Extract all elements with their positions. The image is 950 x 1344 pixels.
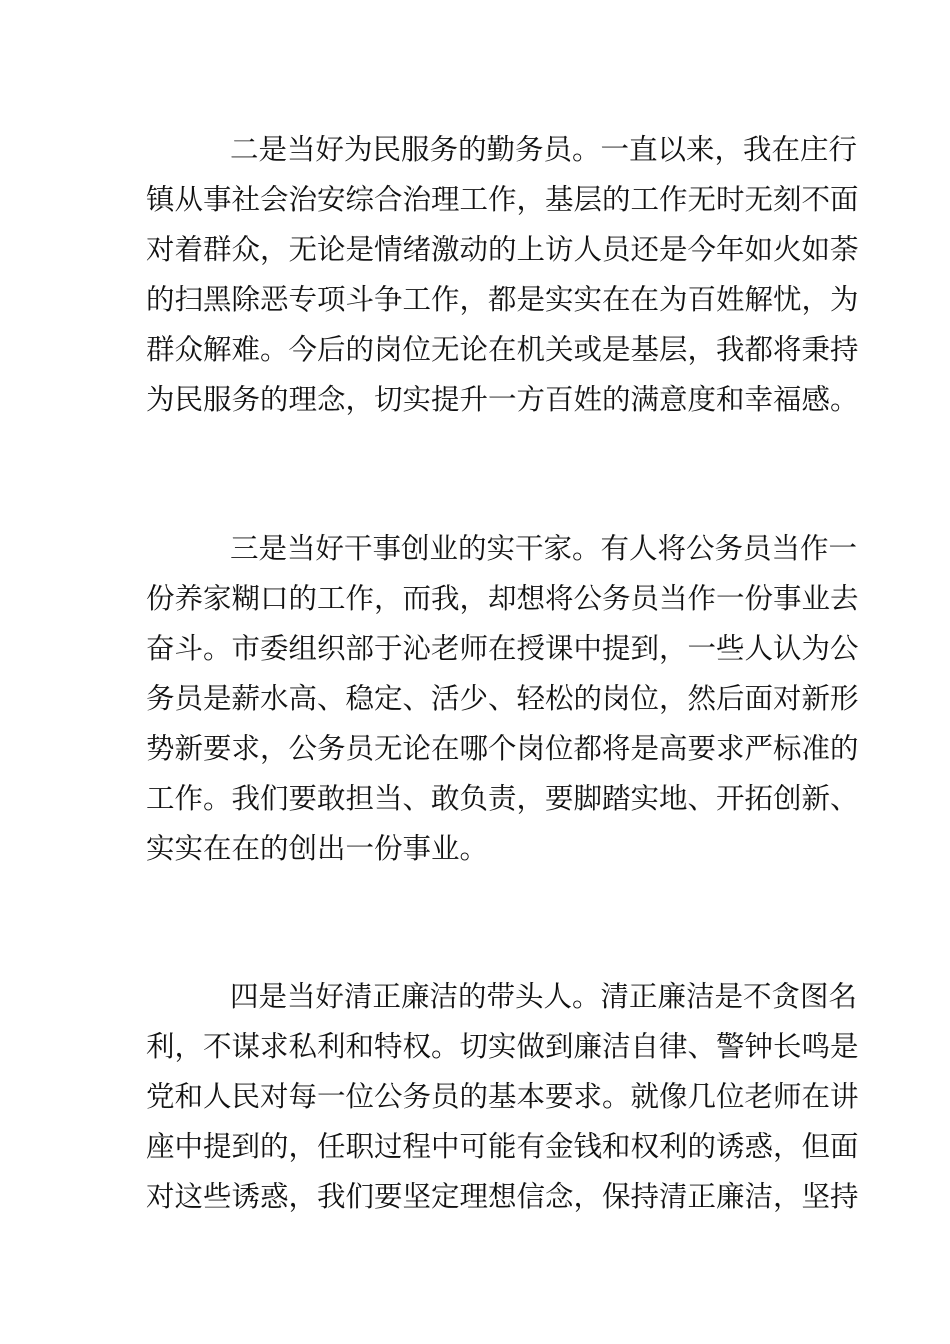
paragraph-line: 三是当好干事创业的实干家。有人将公务员当作一 xyxy=(230,532,858,565)
paragraph-line: 二是当好为民服务的勤务员。一直以来，我在庄行 xyxy=(230,133,858,166)
paragraph-line: 工作。我们要敢担当、敢负责，要脚踏实地、开拓创新、 xyxy=(146,782,859,815)
paragraph-line: 奋斗。市委组织部于沁老师在授课中提到，一些人认为公 xyxy=(146,632,859,665)
paragraph-line: 对这些诱惑，我们要坚定理想信念，保持清正廉洁，坚持 xyxy=(146,1180,859,1213)
paragraph-line: 四是当好清正廉洁的带头人。清正廉洁是不贪图名 xyxy=(230,980,858,1013)
paragraph-service xyxy=(146,125,859,425)
paragraph-line: 势新要求，公务员无论在哪个岗位都将是高要求严标准的 xyxy=(146,732,859,765)
paragraph-line: 务员是薪水高、稳定、活少、轻松的岗位，然后面对新形 xyxy=(146,682,859,715)
paragraph-line: 为民服务的理念，切实提升一方百姓的满意度和幸福感。 xyxy=(146,383,859,416)
paragraph-line: 份养家糊口的工作，而我，却想将公务员当作一份事业去 xyxy=(146,582,859,615)
paragraph-line: 党和人民对每一位公务员的基本要求。就像几位老师在讲 xyxy=(146,1080,859,1113)
paragraph-career xyxy=(146,524,859,874)
paragraph-line: 群众解难。今后的岗位无论在机关或是基层，我都将秉持 xyxy=(146,333,859,366)
paragraph-line: 座中提到的，任职过程中可能有金钱和权利的诱惑，但面 xyxy=(146,1130,859,1163)
paragraph-line: 的扫黑除恶专项斗争工作，都是实实在在为百姓解忧，为 xyxy=(146,283,859,316)
paragraph-line: 对着群众，无论是情绪激动的上访人员还是今年如火如荼 xyxy=(146,233,859,266)
paragraph-integrity xyxy=(146,972,859,1222)
paragraph-line: 镇从事社会治安综合治理工作，基层的工作无时无刻不面 xyxy=(146,183,859,216)
paragraph-line: 利，不谋求私利和特权。切实做到廉洁自律、警钟长鸣是 xyxy=(146,1030,859,1063)
paragraph-line: 实实在在的创出一份事业。 xyxy=(146,832,489,865)
